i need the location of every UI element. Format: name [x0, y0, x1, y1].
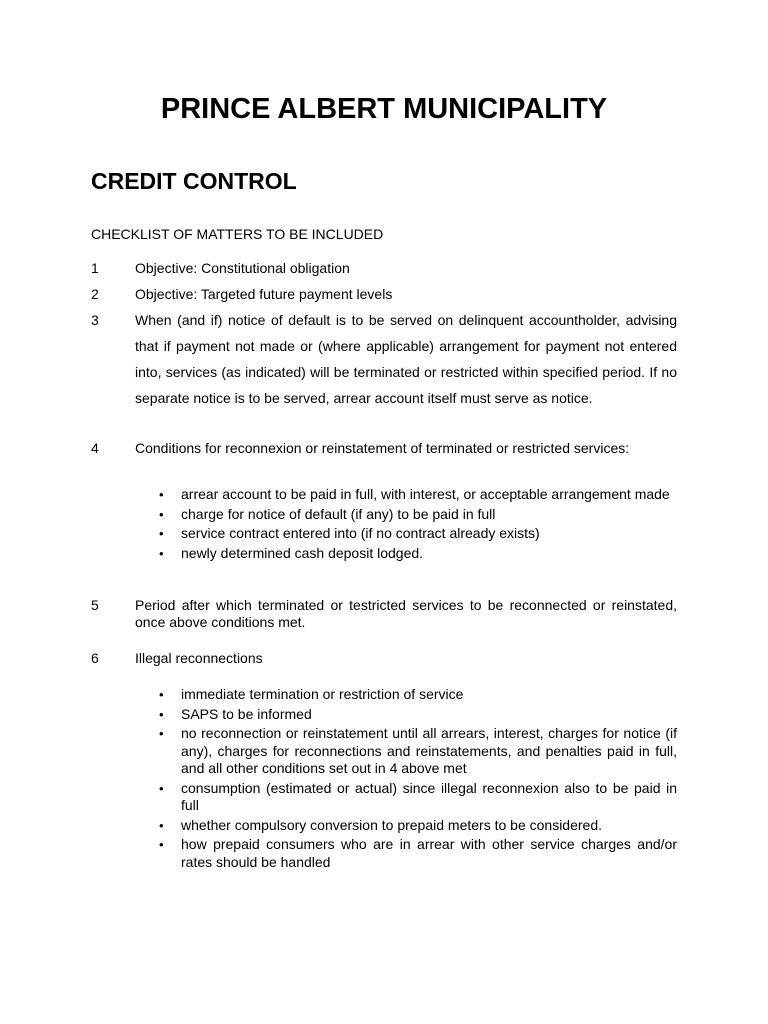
item-text: Illegal reconnections [135, 650, 263, 666]
item-number: 4 [91, 440, 99, 456]
list-item: • arrear account to be paid in full, with interest, or acceptable arrangement made [159, 486, 670, 502]
page-title: PRINCE ALBERT MUNICIPALITY [160, 93, 608, 125]
list-item: • how prepaid consumers who are in arrear with other service charges and/or rates should be handled [159, 836, 677, 870]
list-item: • immediate termination or restriction of service [159, 686, 464, 702]
item-text: Objective: Targeted future payment levels [135, 286, 393, 302]
item-number: 3 [91, 312, 99, 328]
bullet-icon: • [159, 687, 164, 702]
list-item: • whether compulsory conversion to prepaid meters to be considered. [159, 816, 602, 833]
item-text: Objective: Constitutional obligation [135, 260, 350, 276]
item-text: Period after which terminated or testricted services to be reconnected or reinstated, once above conditions met. [135, 597, 677, 630]
bullet-icon: • [159, 506, 164, 522]
bullet-icon: • [159, 545, 164, 561]
bullet-icon: • [159, 706, 164, 722]
bullet-icon: • [159, 726, 164, 741]
list-item: • consumption (estimated or actual) since illegal reconnexion also to be paid in full [159, 779, 677, 813]
checklist-heading: CHECKLIST OF MATTERS TO BE INCLUDED [91, 226, 384, 242]
item-number: 2 [91, 286, 99, 302]
list-item: • newly determined cash deposit lodged. [159, 544, 424, 561]
item-number: 5 [91, 597, 99, 613]
bullet-icon: • [159, 817, 164, 833]
item-text: When (and if) notice of default is to be served on delinquent accountholder, advising that if payment not made or (where applicable) arrangement for payment not entered into, services (as indicated) will be terminated or restricted within specified period. If no separate notice is to be served, arrear account itself must serve as notice. [135, 312, 677, 406]
list-item: • charge for notice of default (if any) to be paid in full [159, 505, 496, 522]
bullet-icon: • [159, 526, 164, 541]
section-title: CREDIT CONTROL [91, 168, 297, 194]
bullet-icon: • [159, 837, 164, 852]
list-item: • no reconnection or reinstatement until all arrears, interest, charges for notice (if any), charges for reconnections and reinstatements, and penalties paid in full, and all other conditions set out in 4 above met [159, 725, 677, 776]
bullet-icon: • [159, 487, 164, 502]
list-item: • service contract entered into (if no contract already exists) [159, 525, 540, 541]
item-number: 1 [91, 260, 99, 276]
item4-bullet-list [159, 486, 677, 564]
bullet-icon: • [159, 780, 164, 796]
list-item: • SAPS to be informed [159, 705, 312, 722]
item6-bullet-list [159, 686, 677, 873]
item-text: Conditions for reconnexion or reinstatement of terminated or restricted services: [135, 440, 630, 456]
item-number: 6 [91, 650, 99, 666]
